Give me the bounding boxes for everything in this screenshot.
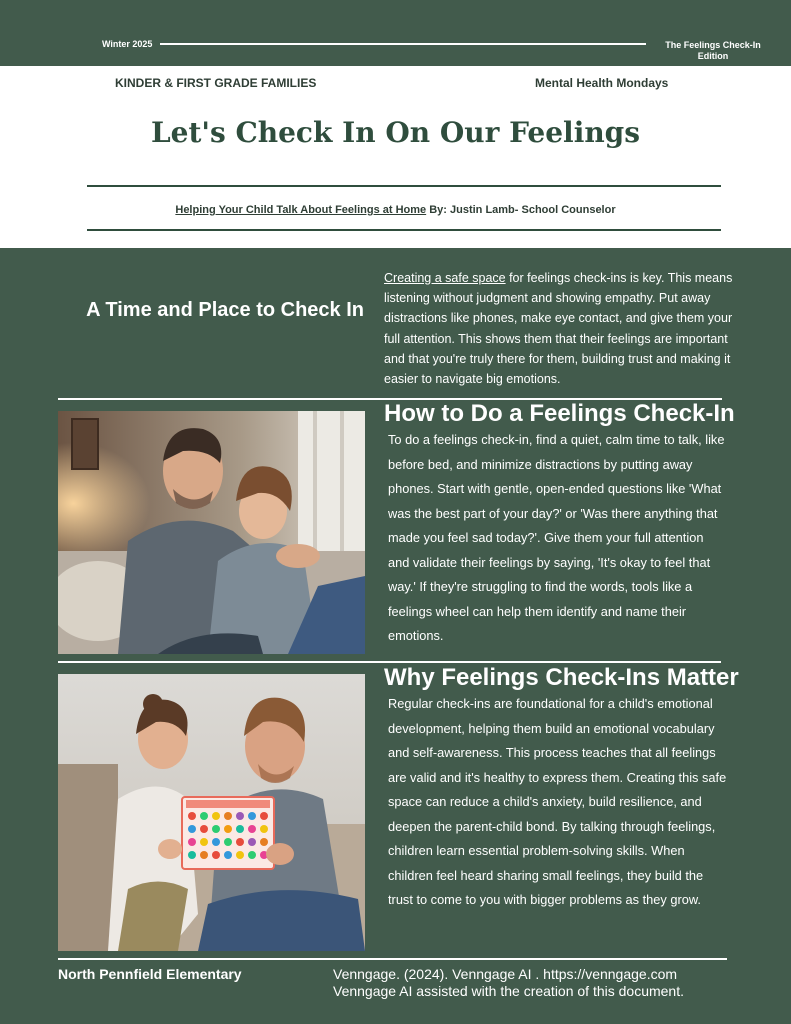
byline-author: By: Justin Lamb- School Counselor bbox=[426, 204, 616, 216]
audience-label: KINDER & FIRST GRADE FAMILIES bbox=[115, 76, 317, 90]
byline-link[interactable]: Helping Your Child Talk About Feelings at Home bbox=[175, 204, 427, 216]
section2-heading: How to Do a Feelings Check-In bbox=[384, 400, 735, 427]
top-bar bbox=[0, 0, 791, 66]
section1-heading: A Time and Place to Check In bbox=[86, 299, 364, 321]
section2-body: To do a feelings check-in, find a quiet, calm time to talk, like before bed, and minimize distractions by putting away phones. Start with gentle, open-ended questions like 'What was the best part of your day?' or 'Was there anything that made you feel sad today?'. Give them your full attention and validate their feelings by saying, 'It's okay to feel that way.' If they're struggling to find the words, tools like a feelings wheel can help them identify and name their emotions. bbox=[388, 432, 725, 643]
season-label: Winter 2025 bbox=[102, 39, 153, 49]
section3-heading: Why Feelings Check-Ins Matter bbox=[384, 664, 739, 691]
footer-school: North Pennfield Elementary bbox=[58, 966, 242, 982]
edition-label: The Feelings Check-In Edition bbox=[665, 40, 761, 61]
masthead bbox=[0, 66, 791, 248]
footer-credit bbox=[333, 966, 684, 1000]
section-divider-2 bbox=[58, 661, 721, 663]
section3-body: Regular check-ins are foundational for a child's emotional development, helping them build an emotional vocabulary and self-awareness. This process teaches that all feelings are valid and it's healthy to express them. Creating this safe space can reduce a child's anxiety, build resilience, and deepen the parent-child bond. By talking through feelings, children learn essential problem-solving skills. When children feel heard sharing small feelings, they build the trust to come to you with bigger problems as they grow. bbox=[388, 696, 727, 907]
top-rule bbox=[160, 43, 646, 45]
safe-space-link[interactable]: Creating a safe space bbox=[384, 271, 506, 285]
photo-father-son bbox=[58, 411, 365, 654]
page-title: Let's Check In On Our Feelings bbox=[150, 116, 641, 149]
section1-body bbox=[384, 268, 744, 389]
section1-text: for feelings check-ins is key. This means listening without judgment and showing empathy. Put away distractions like phones, make eye contact, and give them your full attention. This shows them that their feelings are important and that you're truly there for them, building trust and making it easier to navigate big emotions. bbox=[384, 271, 733, 387]
byline bbox=[0, 204, 791, 216]
footer-citation: Venngage. (2024). Venngage AI . https://venngage.com bbox=[333, 966, 678, 982]
footer-divider bbox=[58, 958, 727, 960]
title-divider-top bbox=[87, 185, 721, 187]
footer-note: Venngage AI assisted with the creation of this document. bbox=[333, 983, 684, 999]
title-divider-bottom bbox=[87, 229, 721, 231]
series-label: Mental Health Mondays bbox=[535, 76, 669, 90]
photo-father-daughter bbox=[58, 674, 365, 951]
